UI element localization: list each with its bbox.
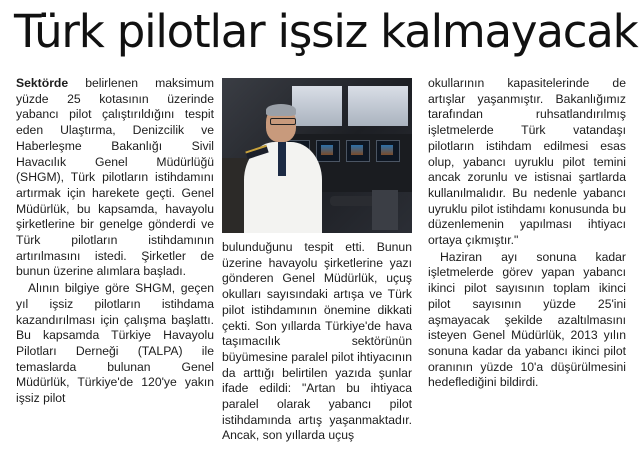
paragraph-5: Haziran ayı sonuna kadar işletmelerde görev yapan yabancı ikinci pilot sayısının toplam ikinci pilot sayısının yüzde 25'ini aşmayacak şekilde azaltılmasını isteyen Genel Müdürlük, 2013 yılın sonuna kadar da yabancı ikinci pilot oranının yüzde 10'a düşürülmesini hedeflediğini bildirdi. — [428, 249, 626, 390]
paragraph-1 — [16, 76, 214, 280]
display-screen — [316, 140, 340, 162]
pilot-hair — [266, 104, 296, 116]
pilot-tie — [278, 142, 286, 176]
paragraph-1-text: belirlenen maksimum yüzde 25 kotasının üzerinde yabancı pilot çalıştırıldığını tespit eden Ulaştırma, Denizcilik ve Haberleşme Bakanlığı Sivil Havacılık Genel Müdürlüğü (SHGM), Türk pilotların istihdamını artırmak için harekete geçti. Genel Müdürlük, bu kapsamda, havayolu şirketlerine bir genelge gönderdi ve Türk pilotların istihdamının artırılmasını istedi. Şirketler de bunun üzerine alımlara başladı. — [16, 76, 214, 279]
article-column-3 — [428, 76, 626, 391]
pilot-glasses — [270, 118, 296, 125]
paragraph-4: okullarının kapasitelerinde de artışlar yaşanmıştır. Bakanlığımız tarafından ruhsatlandırılmış işletmelerde Türk vatandaşı pilotların istihdam edilmesi esas olup, yabancı uyruklu pilot temini ancak zorunlu ve istisnai şartlarda kullanılmalıdır. Bu nedenle yabancı uyruklu pilot istihdamı konusunda bu düzenlemenin yapılması ihtiyacı ortaya çıkmıştır." — [428, 76, 626, 248]
pilot-in-cockpit-photo — [222, 78, 412, 233]
paragraph-3: bulunduğunu tespit etti. Bunun üzerine havayolu şirketlerine yazı gönderen Genel Müdürlük, uçuş okulları sayısındaki artışa ve Türk pilot istihdamının önemine dikkati çekti. Son yıllarda Türkiye'de hava taşımacılık sektörünün büyümesine paralel pilot ihtiyacının da arttığı belirtilen yazıda şunlar ifade edildi: "Artan bu ihtiyaca paralel olarak yabancı pilot istihdamında artış yaşanmaktadır. Ancak, son yıllarda uçuş — [222, 240, 412, 443]
display-screen — [376, 140, 400, 162]
lead-word: Sektörde — [16, 76, 69, 90]
article-column-2 — [222, 240, 412, 444]
cockpit-window-right — [348, 86, 408, 126]
cockpit-window-left — [292, 86, 342, 126]
display-screen — [346, 140, 370, 162]
throttle-quadrant — [372, 190, 398, 230]
headline: Türk pilotlar işsiz kalmayacak — [14, 5, 638, 58]
paragraph-2: Alının bilgiye göre SHGM, geçen yıl işsiz pilotların istihdama kazandırılması için çalışma başlattı. Bu kapsamda Türkiye Havayolu Pilotları Derneği (TALPA) ile temaslarda bulunan Genel Müdürlük, Türkiye'de 120'ye yakın işsiz pilot — [16, 281, 214, 406]
article-column-1 — [16, 76, 214, 407]
